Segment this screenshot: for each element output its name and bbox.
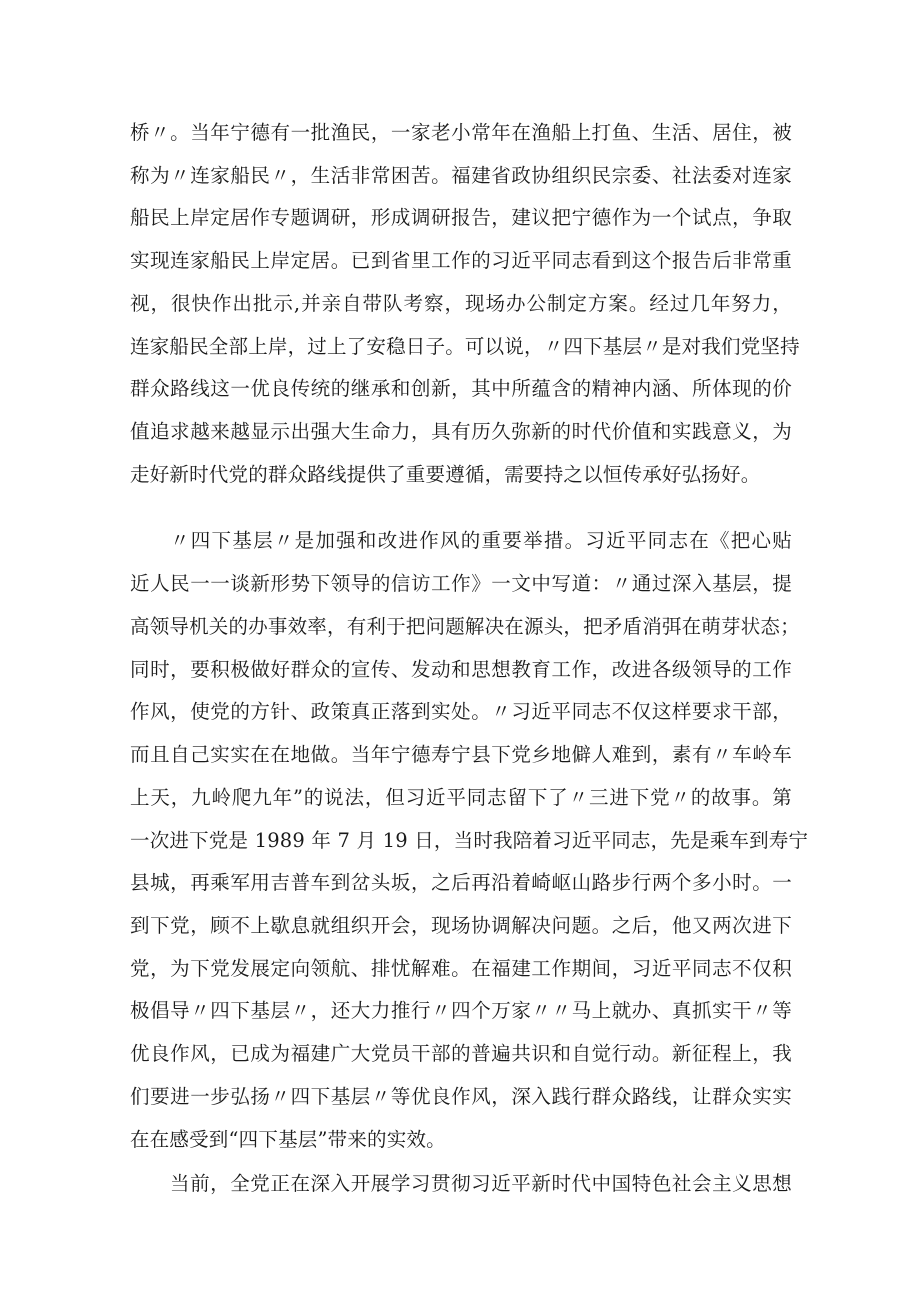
text-line: 连家船民全部上岸，过上了安稳日子。可以说，〃四下基层〃是对我们党坚持 [130,335,800,358]
text-line: 一次进下党是 1989 年 7 月 19 日，当时我陪着习近平同志，先是乘车到寿宁 [130,829,809,852]
text-line: 上天，九岭爬九年”的说法，但习近平同志留下了〃三进下党〃的故事。第 [130,786,792,809]
text-line: 高领导机关的办事效率，有利于把问题解决在源头，把矛盾消弭在萌芽状态； [130,615,800,638]
text-line: 到下党，顾不上歇息就组织开会，现场协调解决问题。之后，他又两次进下 [130,914,792,937]
text-line: 而且自己实实在在地做。当年宁德寿宁县下党乡地僻人难到，素有〃车岭车 [130,743,792,766]
text-line: 县城，再乘军用吉普车到岔头坂，之后再沿着崎岖山路步行两个多小时。一 [130,871,792,894]
text-line: 〃四下基层〃是加强和改进作风的重要举措。习近平同志在《把心贴 [170,529,792,552]
text-line: 同时，要积极做好群众的宣传、发动和思想教育工作，改进各级领导的工作 [130,658,792,681]
text-line: 在在感受到“四下基层”带来的实效。 [130,1128,446,1151]
text-line: 优良作风，已成为福建广大党员干部的普遍共识和自觉行动。新征程上，我 [130,1042,792,1065]
text-line: 极倡导〃四下基层〃，还大力推行〃四个万家〃〃马上就办、真抓实干〃等 [130,999,792,1022]
text-line: 走好新时代党的群众路线提供了重要遵循，需要持之以恒传承好弘扬好。 [130,463,761,486]
text-line: 当前，全党正在深入开展学习贯彻习近平新时代中国特色社会主义思想 [170,1172,792,1195]
text-line: 桥〃。当年宁德有一批渔民，一家老小常年在渔船上打鱼、生活、居住，被 [130,121,792,144]
text-line: 党，为下党发展定向领航、排忧解难。在福建工作期间，习近平同志不仅积 [130,957,792,980]
text-line: 实现连家船民上岸定居。已到省里工作的习近平同志看到这个报告后非常重 [130,249,792,272]
text-line: 们要进一步弘扬〃四下基层〃等优良作风，深入践行群众路线，让群众实实 [130,1085,792,1108]
text-line: 称为〃连家船民〃，生活非常困苦。福建省政协组织民宗委、社法委对连家 [130,164,792,187]
text-line: 群众路线这一优良传统的继承和创新，其中所蕴含的精神内涵、所体现的价 [130,377,792,400]
text-line: 近人民一一谈新形势下领导的信访工作》一文中写道：〃通过深入基层，提 [130,572,792,595]
text-line: 视，很快作出批示,并亲自带队考察，现场办公制定方案。经过几年努力， [130,292,792,315]
text-line: 作风，使党的方针、政策真正落到实处。〃习近平同志不仅这样要求干部， [130,700,792,723]
text-line: 值追求越来越显示出强大生命力，具有历久弥新的时代价值和实践意义，为 [130,420,792,443]
text-line: 船民上岸定居作专题调研，形成调研报告，建议把宁德作为一个试点，争取 [130,206,792,229]
